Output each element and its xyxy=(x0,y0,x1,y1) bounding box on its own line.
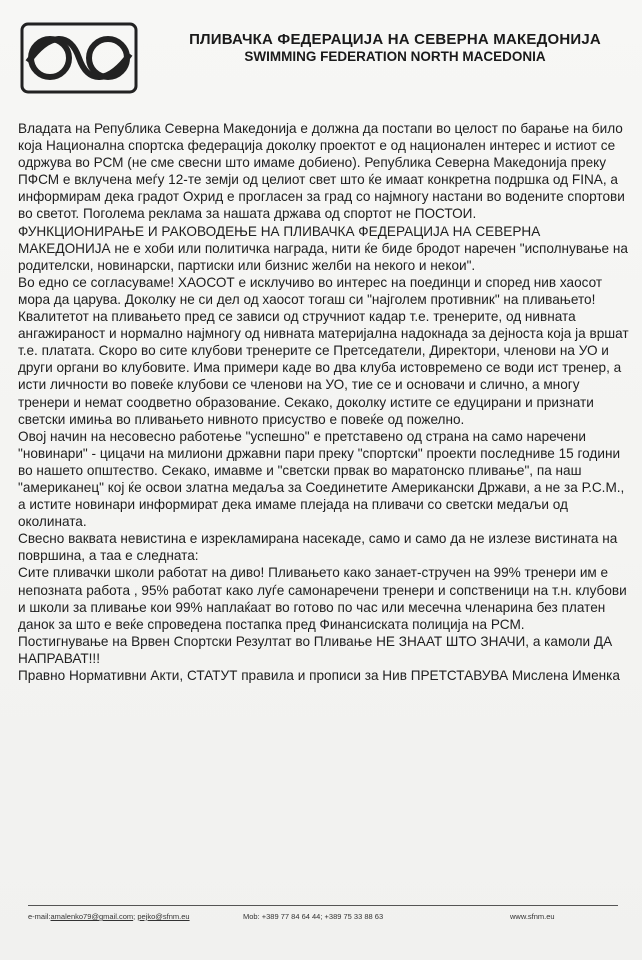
paragraph: Владата на Република Северна Македонија е должна да постапи во целост по барање на било која Национална спортска федерација доколку проектот е од национален интерес и истиот се одржува во РСМ (не сме свесни што имаме добиено). Република Северна Македонија преку ПФСМ е вклучена меѓу 12-те земји од целиот свет што ќе имаат конкретна подршка од FINA, а информирам дека градот Охрид е прогласен за град со најмногу настани во водените спортови во светот. Поголема реклама за нашата држава од спортот не ПОСТОИ. xyxy=(18,121,625,222)
paragraph: Свесно ваквата невистина е изрекламирана насекаде, само и само да не излезе вистината на површина, а таа е следната: xyxy=(18,531,618,564)
paragraph: Постигнување на Врвен Спортски Резултат во Пливање НЕ ЗНААТ ШТО ЗНАЧИ, а камоли ДА НАПРАВАТ!!! xyxy=(18,633,613,666)
paragraph: ФУНКЦИОНИРАЊЕ И РАКОВОДЕЊЕ НА ПЛИВАЧКА ФЕДЕРАЦИЈА НА СЕВЕРНА МАКЕДОНИЈА не е хоби или политичка награда, нити ќе биде бродот наречен "исполнување на родителски, новинарски, партиски или бизнис желби на некого и некои". xyxy=(18,223,628,273)
email-link-1[interactable]: amalenko79@gmail.com xyxy=(50,912,134,921)
paragraph: Во едно се согласуваме! ХАОСОТ е исклучиво во интерес на поединци и според нив хаосот мора да царува. Доколку не си дел од хаосот тогаш си "најголем противник" на пливањето! Квалитетот на пливањето пред се зависи од стручниот кадар т.е. тренерите, од нивната ангажираност и нормално најмногу од нивната материјална надокнада за дејноста која ја вршат т.е. платата. Скоро во сите клубови тренерите се Претседатели, Директори, членови на УО и други органи во клубовите. Има примери каде во два клуба истовремено се води ист тренер, а исти личности во повеќе клубови се членови на УО, тие се и основачи и слично, а многу тренери и немат соодветно образование. Секако, доколку истите се едуцирани и признати светски имиња во пливањето нивното присуство е повеќе од пожелно. xyxy=(18,274,629,427)
federation-title-mk: ПЛИВАЧКА ФЕДЕРАЦИЈА НА СЕВЕРНА МАКЕДОНИЈА xyxy=(189,31,601,48)
footer-divider xyxy=(28,905,618,906)
paragraph: Сите пливачки школи работат на диво! Пливањето како занает-стручен на 99% тренери им е непозната работа , 95% работат како луѓе самонаречени тренери и сопственици на т.н. клубови и школи за пливање кои 99% наплаќаат во готово по час или месечна членарина без платен данок за што е веќе спроведена постапка пред Финансиската полиција на РСМ. xyxy=(18,565,627,632)
federation-title-en: SWIMMING FEDERATION NORTH MACEDONIA xyxy=(244,49,546,64)
footer-website[interactable]: www.sfnm.eu xyxy=(510,912,555,921)
letter-body xyxy=(18,120,630,684)
footer-email xyxy=(28,912,190,921)
paragraph: Правно Нормативни Акти, СТАТУТ правила и прописи за Нив ПРЕТСТАВУВА Мислена Именка xyxy=(18,668,620,683)
footer xyxy=(28,912,618,926)
wave-logo-icon xyxy=(20,22,138,94)
footer-phones: Mob: +389 77 84 64 44; +389 75 33 88 63 xyxy=(243,912,384,921)
email-link-2[interactable]: pejko@sfnm.eu xyxy=(137,912,190,921)
email-separator: ; xyxy=(133,912,138,921)
paragraph: Овој начин на несовесно работење "успешно" е претставено од страна на само наречени "новинари" - цицачи на милиони државни пари преку "спортски" проекти последниве 15 години во нашето општество. Секако, имавме и "светски првак во маратонско пливање", па наш "американец" кој ќе освои златна медаља за Соединетите Американски Држави, а не за Р.С.М., а истите новинари информират дека имаме плејада на пливачи со светски медаљи од околината. xyxy=(18,428,625,530)
email-label: e-mail: xyxy=(28,912,51,921)
